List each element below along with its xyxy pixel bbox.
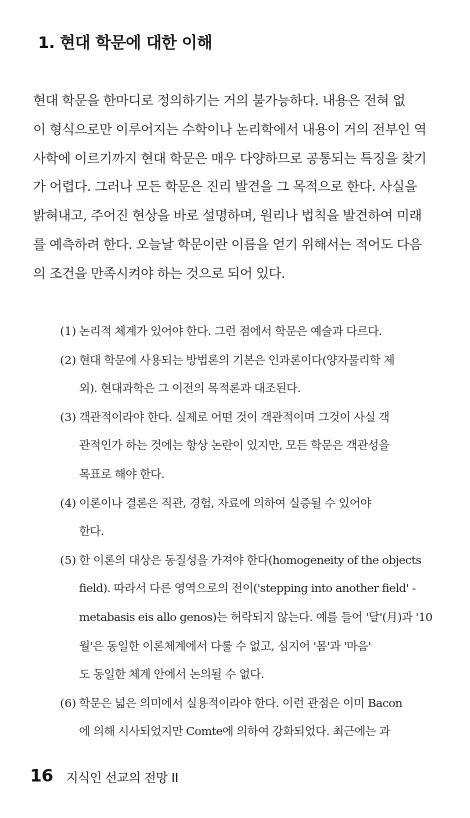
list-item-line: 한다. xyxy=(79,524,104,539)
section-heading: 1. 현대 학문에 대한 이해 xyxy=(38,33,213,52)
list-item-line: 논리적 체계가 있어야 한다. 그런 점에서 학문은 예술과 다르다. xyxy=(79,324,382,338)
list-item-text xyxy=(79,317,440,346)
list-item-number: (5) xyxy=(60,552,77,567)
list-item-line: 외). 현대과학은 그 이전의 목적론과 대조된다. xyxy=(79,381,301,396)
list-item-number: (2) xyxy=(60,352,77,367)
list-item-number: (1) xyxy=(60,324,77,338)
list-item-line: 객관적이라야 한다. 실제로 어떤 것이 객관적이며 그것이 사실 객 xyxy=(79,409,390,424)
list-item-line: 도 동일한 체계 안에서 논의될 수 없다. xyxy=(79,667,264,682)
list-item xyxy=(60,546,440,689)
list-item-text xyxy=(79,546,440,689)
paragraph-line: 현대 학문을 한마디로 정의하기는 거의 불가능하다. 내용은 전혀 없 xyxy=(33,94,406,109)
list-item xyxy=(60,489,440,546)
list-item xyxy=(60,317,440,346)
page-footer xyxy=(30,766,178,787)
list-item-line: 학문은 넓은 의미에서 실용적이라야 한다. 이런 관점은 이미 Bacon xyxy=(79,695,403,710)
paragraph-line: 밝혀내고, 주어진 현상을 바로 설명하며, 원리나 법칙을 발견하여 미래 xyxy=(33,209,422,225)
running-title: 지식인 선교의 전망 II xyxy=(66,769,179,785)
list-item-line: 한 이론의 대상은 동질성을 가져야 한다(homogeneity of the objects xyxy=(79,552,422,567)
list-item-line: 관적인가 하는 것에는 항상 논란이 있지만, 모든 학문은 객관성을 xyxy=(79,438,390,453)
page-number: 16 xyxy=(30,766,54,787)
list-item-line: field). 따라서 다른 영역으로의 전이('stepping into another field' - xyxy=(79,581,416,596)
paragraph-line: 사학에 이르기까지 현대 학문은 매우 다양하므로 공통되는 특징을 찾기 xyxy=(33,151,427,167)
list-item xyxy=(60,403,440,489)
paragraph-line: 의 조건을 만족시켜야 하는 것으로 되어 있다. xyxy=(33,266,286,282)
list-item-text xyxy=(79,489,440,546)
list-item-line: 현대 학문에 사용되는 방법론의 기본은 인과론이다(양자물리학 제 xyxy=(79,352,395,367)
condition-list xyxy=(60,317,440,746)
list-item-line: 에 의해 시사되었지만 Comte에 의하여 강화되었다. 최근에는 과 xyxy=(79,724,391,739)
paragraph-line: 가 어렵다. 그러나 모든 학문은 진리 발견을 그 목적으로 한다. 사실을 xyxy=(33,180,417,196)
list-item-number: (6) xyxy=(60,695,77,710)
list-item xyxy=(60,689,440,746)
body-paragraph xyxy=(33,88,445,290)
list-item-text xyxy=(79,346,440,403)
paragraph-line: 이 형식으로만 이루어지는 수학이나 논리학에서 내용이 거의 전부인 역 xyxy=(33,122,427,138)
list-item xyxy=(60,346,440,403)
list-item-line: 이론이나 결론은 직관, 경험, 자료에 의하여 실증될 수 있어야 xyxy=(79,495,372,510)
list-item-text xyxy=(79,689,440,746)
list-item-line: metabasis eis allo genos)는 허락되지 않는다. 예를 들어 '달'(月)과 '10 xyxy=(79,609,433,624)
list-item-number: (3) xyxy=(60,409,77,424)
list-item-number: (4) xyxy=(60,495,77,510)
list-item-text xyxy=(79,403,440,489)
paragraph-line: 를 예측하려 한다. 오늘날 학문이란 이름을 얻기 위해서는 적어도 다음 xyxy=(33,237,422,253)
list-item-line: 목표로 해야 한다. xyxy=(79,466,165,481)
list-item-line: 월'은 동일한 이론체계에서 다룰 수 없고, 심지어 '몸'과 '마음' xyxy=(79,638,371,653)
